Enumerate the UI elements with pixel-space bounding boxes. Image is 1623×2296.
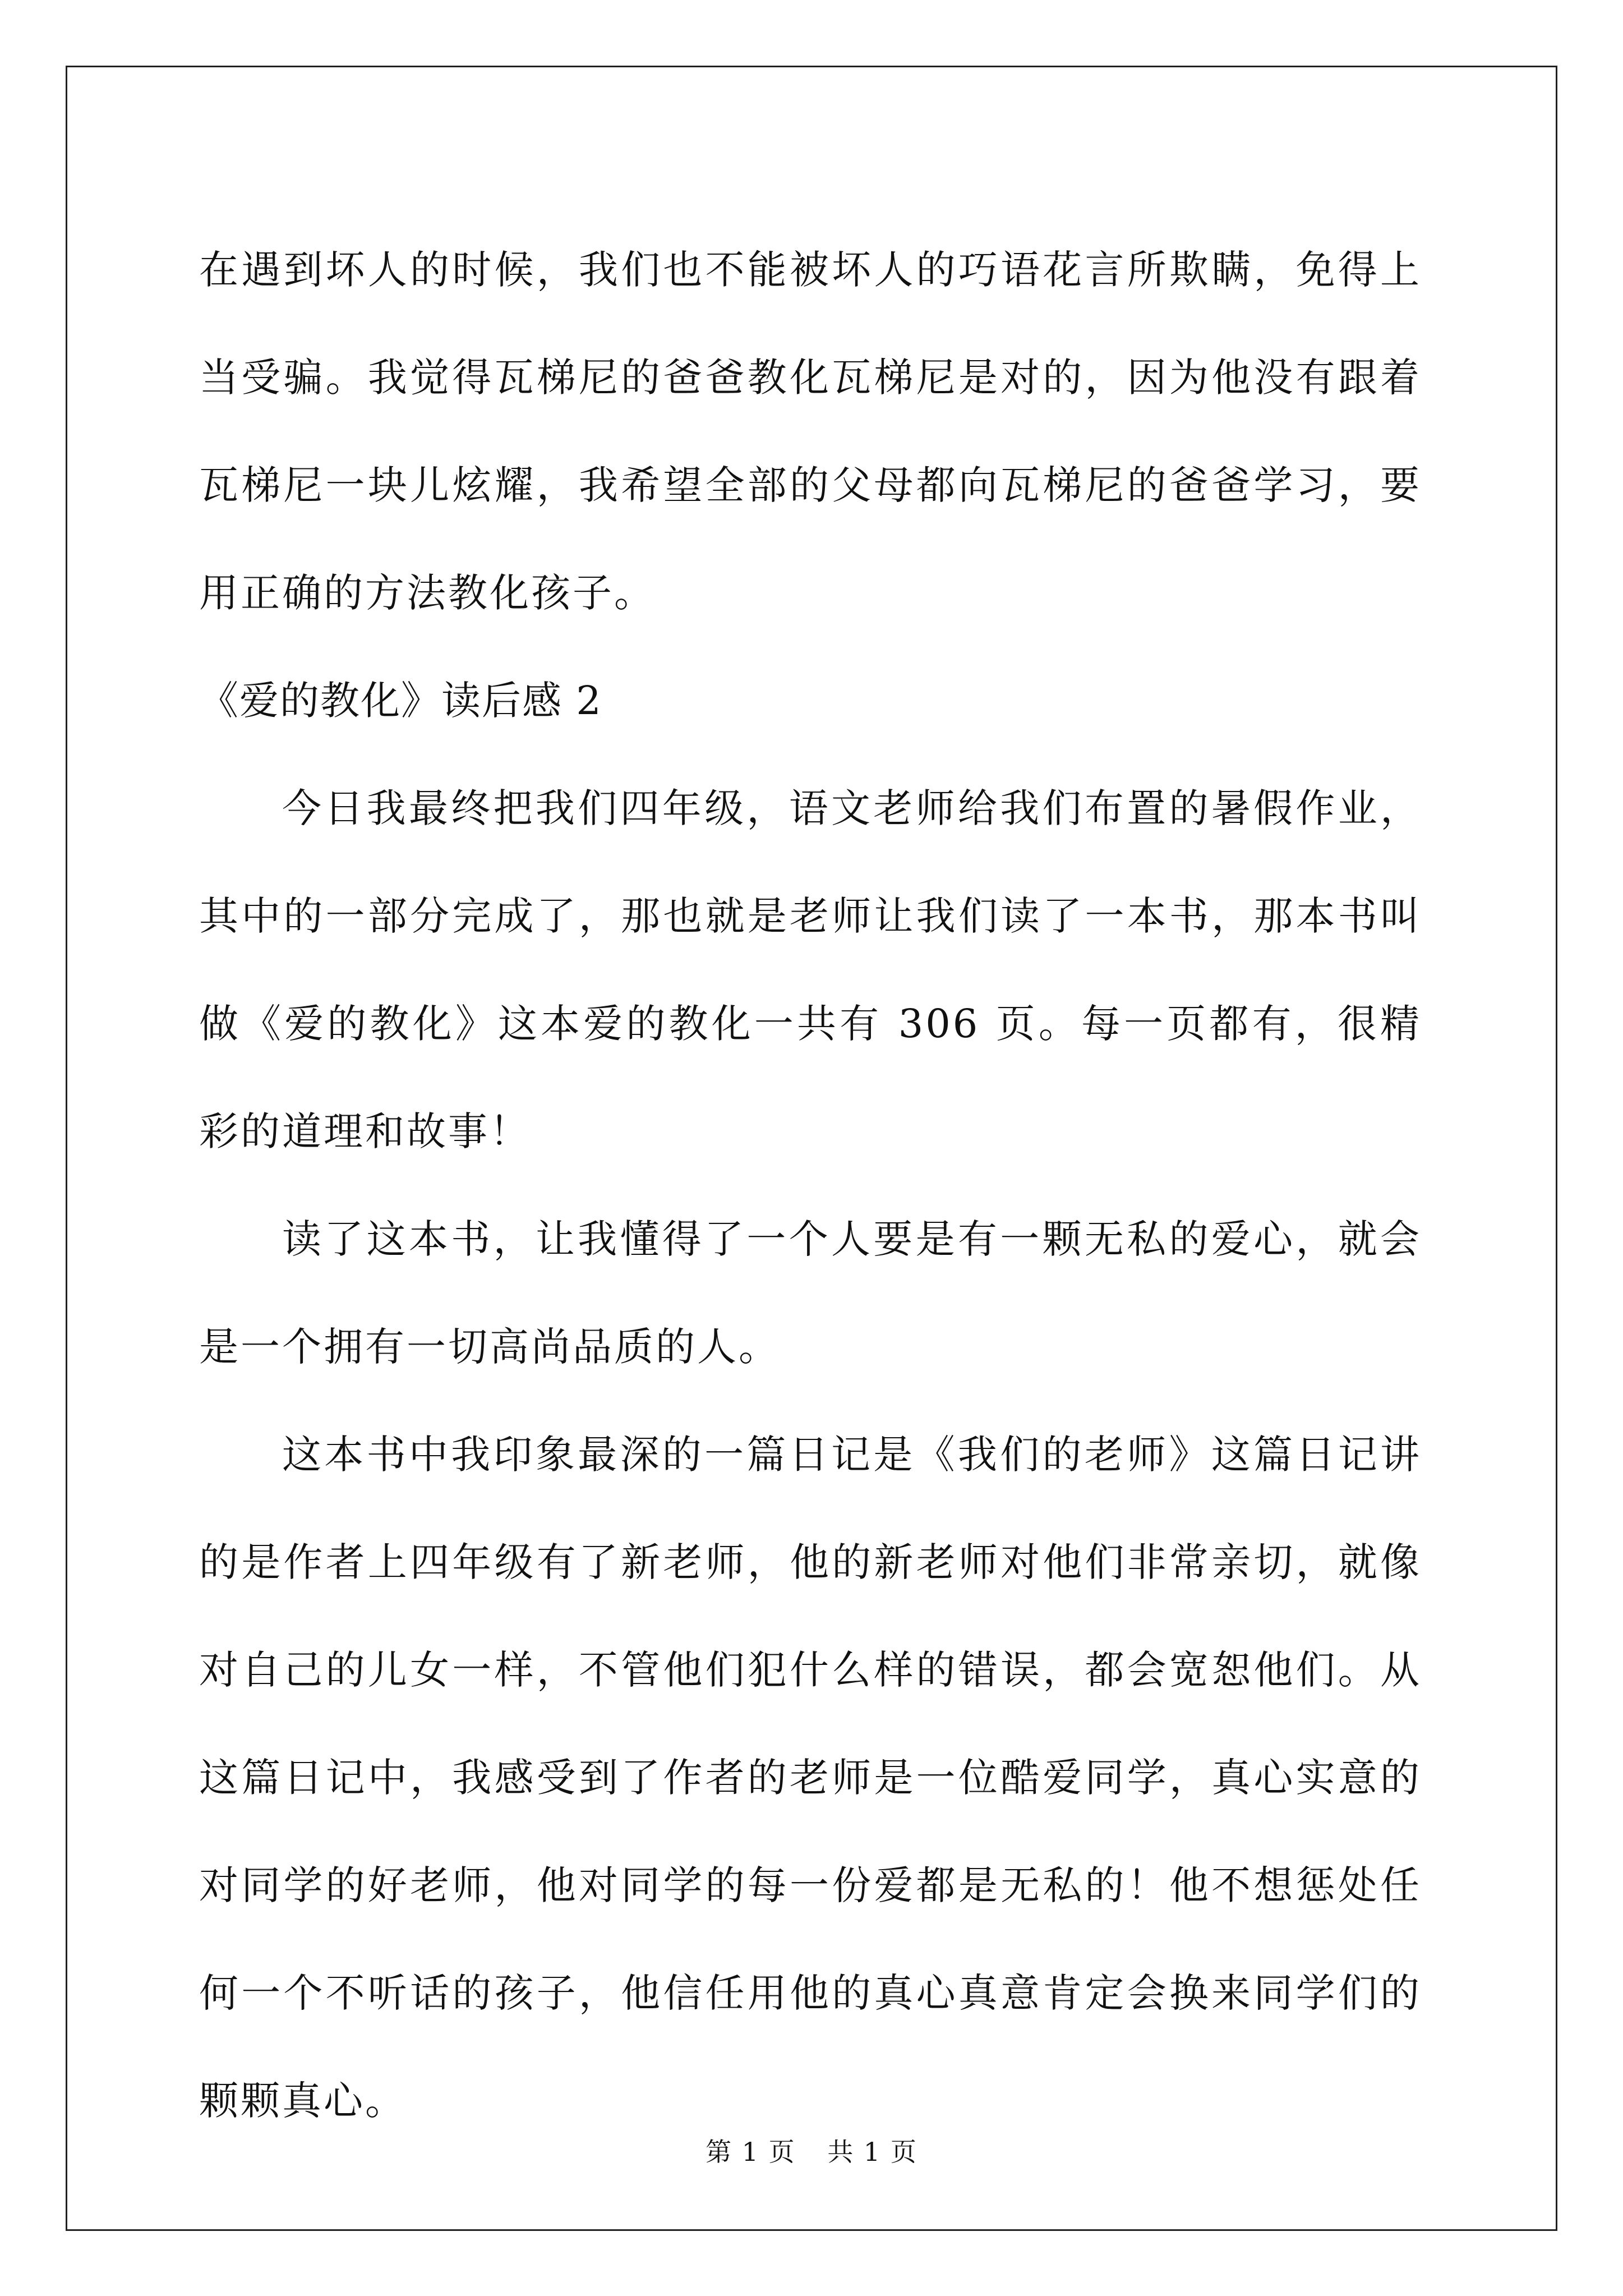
document-body xyxy=(199,216,1422,2155)
paragraph: 读了这本书，让我懂得了一个人要是有一颗无私的爱心，就会是一个拥有一切高尚品质的人。 xyxy=(199,1216,1422,1370)
page-footer xyxy=(0,2132,1623,2169)
paragraph-continuation: 在遇到坏人的时候，我们也不能被坏人的巧语花言所欺瞒，免得上当受骗。我觉得瓦梯尼的爸爸教化瓦梯尼是对的，因为他没有跟着瓦梯尼一块儿炫耀，我希望全部的父母都向瓦梯尼的爸爸学习，要用正确的方法教化孩子。 xyxy=(199,247,1422,616)
page-number: 第 1 页 xyxy=(706,2137,796,2167)
paragraph: 这本书中我印象最深的一篇日记是《我们的老师》这篇日记讲的是作者上四年级有了新老师，他的新老师对他们非常亲切，就像对自己的儿女一样，不管他们犯什么样的错误，都会宽恕他们。从这篇日记中，我感受到了作者的老师是一位酷爱同学，真心实意的对同学的好老师，他对同学的每一份爱都是无私的！他不想惩处任何一个不听话的孩子，他信任用他的真心真意肯定会换来同学们的颗颗真心。 xyxy=(199,1432,1422,2124)
page-total: 共 1 页 xyxy=(827,2137,917,2167)
section-heading: 《爱的教化》读后感 2 xyxy=(199,678,602,724)
paragraph: 今日我最终把我们四年级，语文老师给我们布置的暑假作业，其中的一部分完成了，那也就是老师让我们读了一本书，那本书叫做《爱的教化》这本爱的教化一共有 306 页。每一页都有，很精彩的道理和故事！ xyxy=(199,785,1422,1154)
